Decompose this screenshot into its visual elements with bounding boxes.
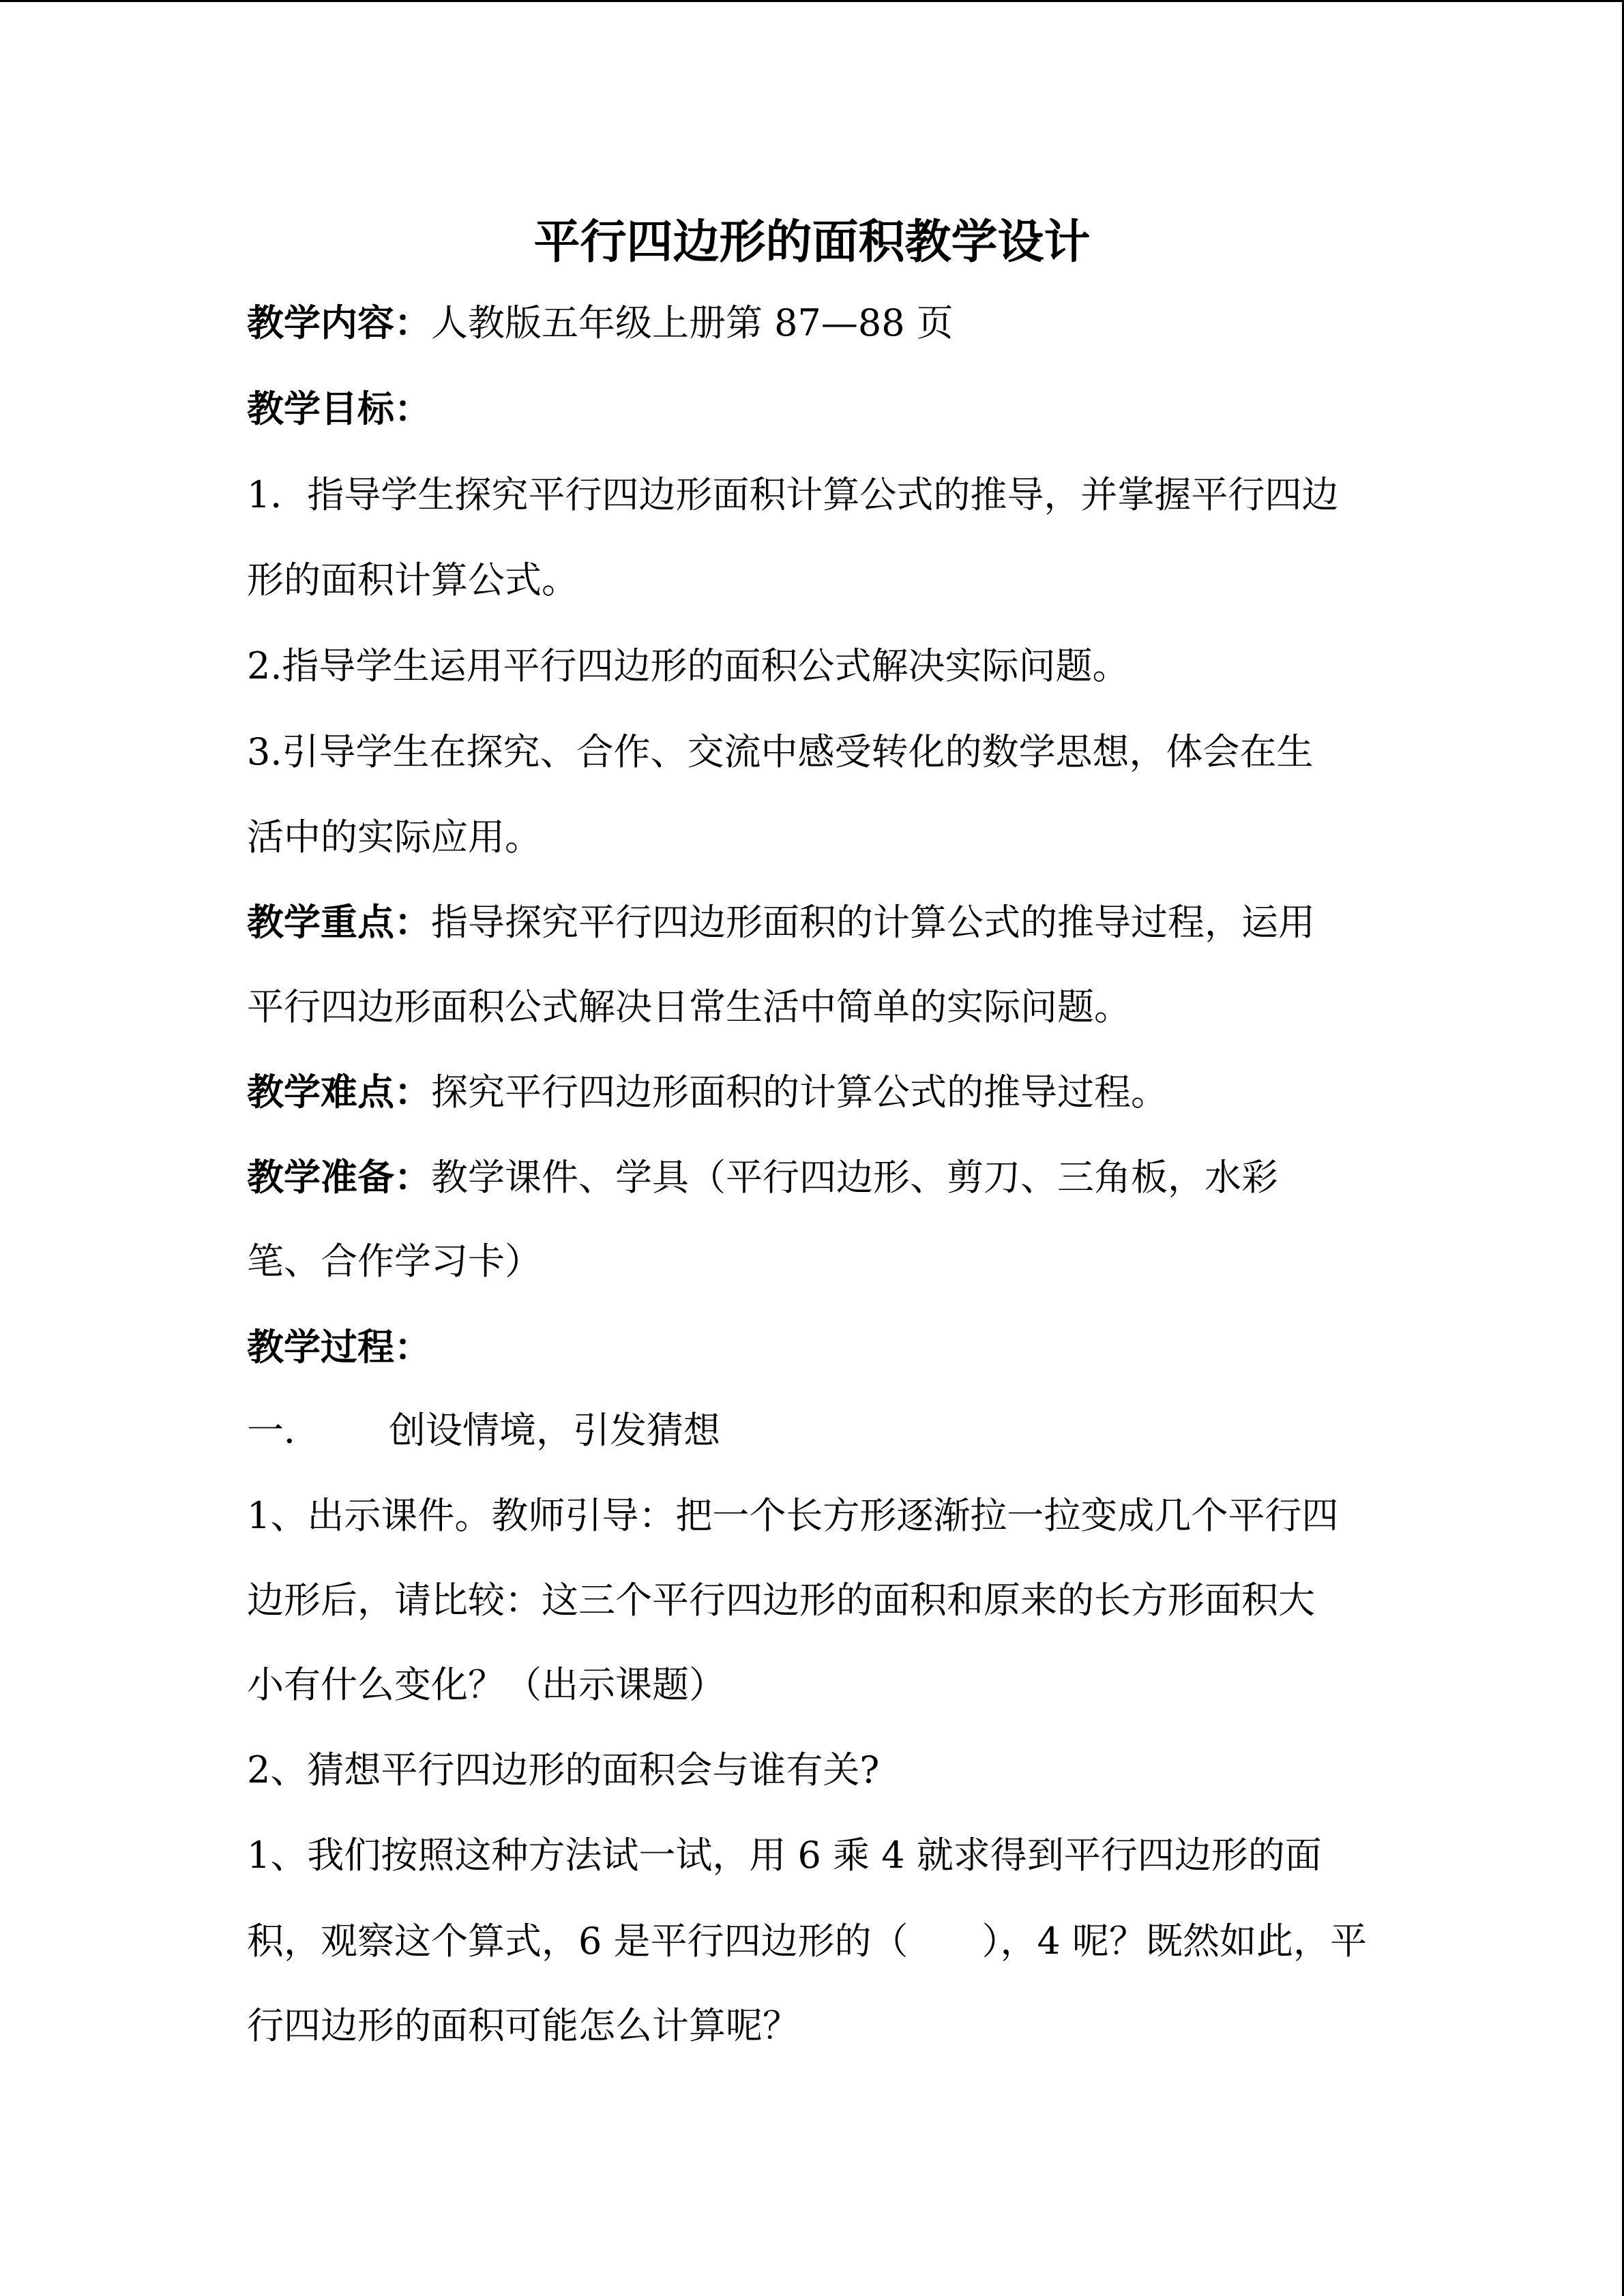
preparation-label: 教学准备： [247, 1155, 431, 1199]
key-points-label: 教学重点： [247, 900, 431, 944]
content-line [247, 295, 954, 351]
content-text: 人教版五年级上册第 87—88 页 [431, 301, 954, 344]
process-line-4: 2、猜想平行四边形的面积会与谁有关? [247, 1748, 880, 1791]
difficulty-label: 教学难点： [247, 1070, 431, 1114]
process-label: 教学过程： [247, 1325, 431, 1369]
difficulty-text: 探究平行四边形面积的计算公式的推导过程。 [431, 1071, 1168, 1114]
objective-line-1: 1．指导学生探究平行四边形面积计算公式的推导，并掌握平行四边 [247, 473, 1339, 516]
process-line-3: 小有什么变化？（出示课题） [247, 1663, 726, 1706]
process-line-2: 边形后，请比较：这三个平行四边形的面积和原来的长方形面积大 [247, 1579, 1315, 1622]
objective-line-5: 活中的实际应用。 [247, 816, 542, 859]
difficulty-line [247, 1064, 1168, 1120]
process-section-heading [247, 1403, 720, 1458]
preparation-text: 教学课件、学具（平行四边形、剪刀、三角板，水彩 [431, 1156, 1278, 1199]
process-section-title: 创设情境，引发猜想 [389, 1409, 720, 1452]
process-line-5: 1、我们按照这种方法试一试，用 6 乘 4 就求得到平行四边形的面 [247, 1834, 1322, 1877]
objectives-label: 教学目标： [247, 387, 431, 430]
key-points-continuation: 平行四边形面积公式解决日常生活中简单的实际问题。 [247, 985, 1131, 1028]
content-label: 教学内容： [247, 301, 431, 344]
objective-line-4: 3.引导学生在探究、合作、交流中感受转化的数学思想，体会在生 [247, 730, 1314, 773]
objective-line-2: 形的面积计算公式。 [247, 558, 578, 601]
process-line-1: 1、出示课件。教师引导：把一个长方形逐渐拉一拉变成几个平行四 [247, 1494, 1339, 1537]
key-points-text: 指导探究平行四边形面积的计算公式的推导过程，运用 [431, 901, 1315, 944]
process-section-number: 一． [247, 1409, 321, 1452]
preparation-line [247, 1150, 1278, 1205]
process-line-7: 行四边形的面积可能怎么计算呢？ [247, 2004, 799, 2047]
process-line-6: 积，观察这个算式，6 是平行四边形的（ ），4 呢？既然如此，平 [247, 1920, 1368, 1963]
key-points-line [247, 895, 1315, 950]
objective-line-3: 2.指导学生运用平行四边形的面积公式解决实际问题。 [247, 644, 1130, 687]
preparation-continuation: 笔、合作学习卡） [247, 1240, 542, 1283]
document-title: 平行四边形的面积教学设计 [533, 215, 1091, 269]
